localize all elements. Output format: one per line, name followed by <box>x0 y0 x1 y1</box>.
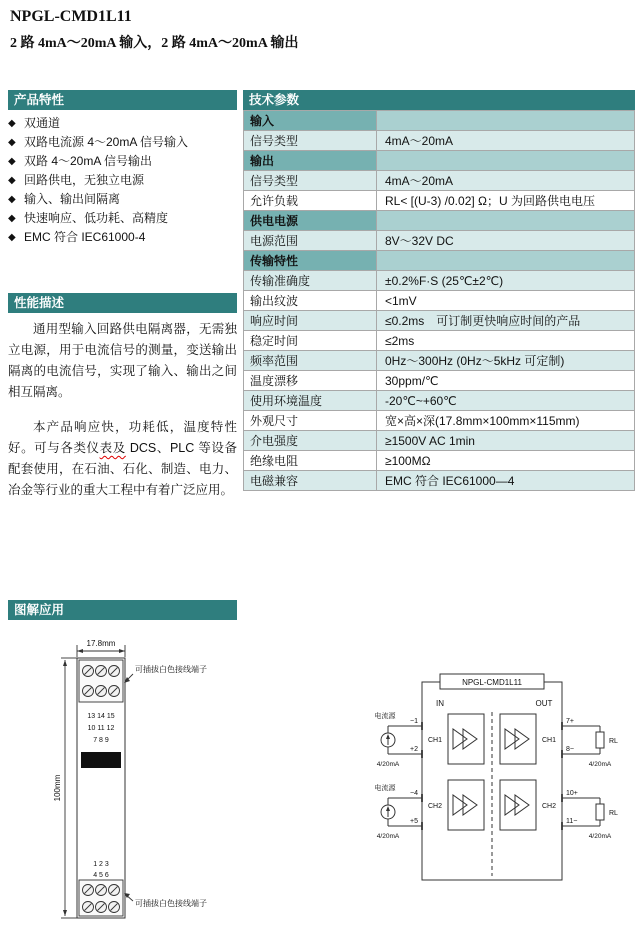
param-value: <1mV <box>377 291 634 310</box>
param-label: 信号类型 <box>244 131 377 150</box>
terminal-label: 11− <box>566 818 578 825</box>
param-label: 频率范围 <box>244 351 377 370</box>
param-value: ≤2ms <box>377 331 634 350</box>
list-item <box>8 228 237 247</box>
signal-range-label: 4/20mA <box>376 761 400 768</box>
bottom-terminal-callout: 可插拔白色接线端子 <box>135 899 207 908</box>
param-value: ≥100MΩ <box>377 451 634 470</box>
param-label: 传输准确度 <box>244 271 377 290</box>
section-header-features: 产品特性 <box>8 90 237 110</box>
table-row <box>244 471 634 491</box>
terminal-label: +5 <box>410 818 418 825</box>
section-header-application: 图解应用 <box>8 600 237 620</box>
terminal-numbers: 1 2 3 <box>93 861 109 868</box>
terminal-numbers: 13 14 15 <box>87 713 115 720</box>
feature-list <box>8 114 237 247</box>
current-arrow-icon <box>386 806 390 811</box>
terminal-numbers: 4 5 6 <box>93 872 109 879</box>
param-label: 输出 <box>244 151 377 170</box>
param-value: ≤0.2ms 可订制更快响应时间的产品 <box>377 311 634 330</box>
section-header-tech-params: 技术参数 <box>243 90 635 110</box>
feature-text: 快速响应、低功耗、高精度 <box>24 211 169 225</box>
param-value: ≥1500V AC 1min <box>377 431 634 450</box>
param-value: 宽×高×深(17.8mm×100mm×115mm) <box>377 411 634 430</box>
param-label: 允许负载 <box>244 191 377 210</box>
table-row <box>244 291 634 311</box>
performance-description <box>8 319 237 515</box>
signal-range-label: 4/20mA <box>588 761 612 768</box>
in-label: IN <box>436 699 444 708</box>
terminal-numbers: 10 11 12 <box>87 725 115 732</box>
ch2-label: CH2 <box>427 803 443 810</box>
table-row <box>244 351 634 371</box>
table-row <box>244 231 634 251</box>
model-title: NPGL-CMD1L11 <box>462 678 522 687</box>
param-label: 输出纹波 <box>244 291 377 310</box>
table-row <box>244 371 634 391</box>
diamond-bullet-icon: ◆ <box>8 175 16 186</box>
terminal-label: 7+ <box>566 718 574 725</box>
param-value: 4mA～20mA <box>377 171 634 190</box>
param-value <box>377 111 634 130</box>
out-label: OUT <box>535 699 553 708</box>
table-section-row <box>244 251 634 271</box>
param-label: 传输特性 <box>244 251 377 270</box>
param-label: 电磁兼容 <box>244 471 377 490</box>
load-label: RL <box>609 810 618 817</box>
param-label: 绝缘电阻 <box>244 451 377 470</box>
feature-text: EMC 符合 IEC61000-4 <box>24 230 146 244</box>
spellcheck-marked-text: 表及 <box>99 441 126 455</box>
table-row <box>244 131 634 151</box>
current-source-label: 电流源 <box>374 785 396 792</box>
top-terminal-block <box>79 660 123 702</box>
feature-text: 回路供电，无独立电源 <box>24 173 145 187</box>
table-row <box>244 451 634 471</box>
dim-arrow-icon <box>77 649 83 653</box>
param-label: 介电强度 <box>244 431 377 450</box>
param-value: EMC 符合 IEC61000—4 <box>377 471 634 490</box>
param-label: 使用环境温度 <box>244 391 377 410</box>
param-label: 稳定时间 <box>244 331 377 350</box>
param-value <box>377 251 634 270</box>
diamond-bullet-icon: ◆ <box>8 137 16 148</box>
param-label: 电源范围 <box>244 231 377 250</box>
param-value: 4mA～20mA <box>377 131 634 150</box>
device-width-label: 17.8mm <box>86 639 116 648</box>
top-terminal-callout: 可插拔白色接线端子 <box>135 665 207 674</box>
height-dimension <box>61 658 77 918</box>
param-label: 信号类型 <box>244 171 377 190</box>
diamond-bullet-icon: ◆ <box>8 118 16 129</box>
param-label: 输入 <box>244 111 377 130</box>
ch1-label: CH1 <box>541 737 557 744</box>
paragraph-text: 本产品响应快，功耗低，温度特性好。可与各类仪 <box>8 420 237 455</box>
param-value: -20℃~+60℃ <box>377 391 634 410</box>
tech-params-table <box>243 110 635 491</box>
list-item <box>8 152 237 171</box>
page-title: NPGL-CMD1L11 <box>10 8 132 25</box>
table-row <box>244 191 634 211</box>
param-value: ±0.2%F·S (25℃±2℃) <box>377 271 634 290</box>
terminal-label: −1 <box>410 718 418 725</box>
table-section-row <box>244 151 634 171</box>
dim-arrow-icon <box>63 910 67 916</box>
list-item <box>8 209 237 228</box>
brand-logo-text: NaPm <box>88 756 114 766</box>
table-section-row <box>244 111 634 131</box>
paragraph-text: DCS、PLC 等设备配套使用，在石油、石化、制造、电力、冶金等行业的重大工程中有着广泛应用。 <box>8 441 237 497</box>
current-source-label: 电流源 <box>374 713 396 720</box>
table-row <box>244 411 634 431</box>
diamond-bullet-icon: ◆ <box>8 156 16 167</box>
ch1-label: CH1 <box>427 737 443 744</box>
list-item <box>8 114 237 133</box>
feature-text: 输入、输出间隔离 <box>24 192 121 206</box>
table-section-row <box>244 211 634 231</box>
terminal-label: 10+ <box>566 790 578 797</box>
terminal-label: −4 <box>410 790 418 797</box>
current-arrow-icon <box>386 734 390 739</box>
performance-paragraph-1: 通用型输入回路供电隔离器，无需独立电源，用于电流信号的测量，变送输出隔离的电流信号，实现了输入、输出之间相互隔离。 <box>8 322 237 399</box>
terminal-numbers: 7 8 9 <box>93 737 109 744</box>
list-item <box>8 133 237 152</box>
param-value: 0Hz～300Hz (0Hz～5kHz 可定制) <box>377 351 634 370</box>
terminal-label: 8− <box>566 746 574 753</box>
table-row <box>244 171 634 191</box>
section-header-performance: 性能描述 <box>8 293 237 313</box>
param-value: 30ppm/℃ <box>377 371 634 390</box>
load-label: RL <box>609 738 618 745</box>
param-value <box>377 211 634 230</box>
param-value <box>377 151 634 170</box>
signal-range-label: 4/20mA <box>588 833 612 840</box>
param-label: 外观尺寸 <box>244 411 377 430</box>
dim-arrow-icon <box>119 649 125 653</box>
page-subtitle: 2 路 4mA～20mA 输入，2 路 4mA～20mA 输出 <box>10 36 299 51</box>
dim-arrow-icon <box>63 660 67 666</box>
param-value: RL< [(U-3) /0.02] Ω；U 为回路供电电压 <box>377 191 634 210</box>
diamond-bullet-icon: ◆ <box>8 232 16 243</box>
signal-range-label: 4/20mA <box>376 833 400 840</box>
param-value: 8V～32V DC <box>377 231 634 250</box>
performance-paragraph-2 <box>8 417 237 501</box>
table-row <box>244 271 634 291</box>
wiring-diagram <box>352 662 632 902</box>
list-item <box>8 190 237 209</box>
feature-text: 双路电流源 4～20mA 信号输入 <box>24 135 189 149</box>
feature-text: 双通道 <box>24 116 61 130</box>
diamond-bullet-icon: ◆ <box>8 194 16 205</box>
bottom-terminal-block <box>79 880 123 916</box>
list-item <box>8 171 237 190</box>
table-row <box>244 391 634 411</box>
diamond-bullet-icon: ◆ <box>8 213 16 224</box>
terminal-label: +2 <box>410 746 418 753</box>
table-row <box>244 331 634 351</box>
ch2-label: CH2 <box>541 803 557 810</box>
param-label: 供电电源 <box>244 211 377 230</box>
param-label: 响应时间 <box>244 311 377 330</box>
device-height-label: 100mm <box>53 774 62 802</box>
param-label: 温度漂移 <box>244 371 377 390</box>
device-outline-diagram <box>15 638 225 928</box>
feature-text: 双路 4～20mA 信号输出 <box>24 154 153 168</box>
table-row <box>244 431 634 451</box>
isolator-box <box>422 682 562 880</box>
table-row <box>244 311 634 331</box>
